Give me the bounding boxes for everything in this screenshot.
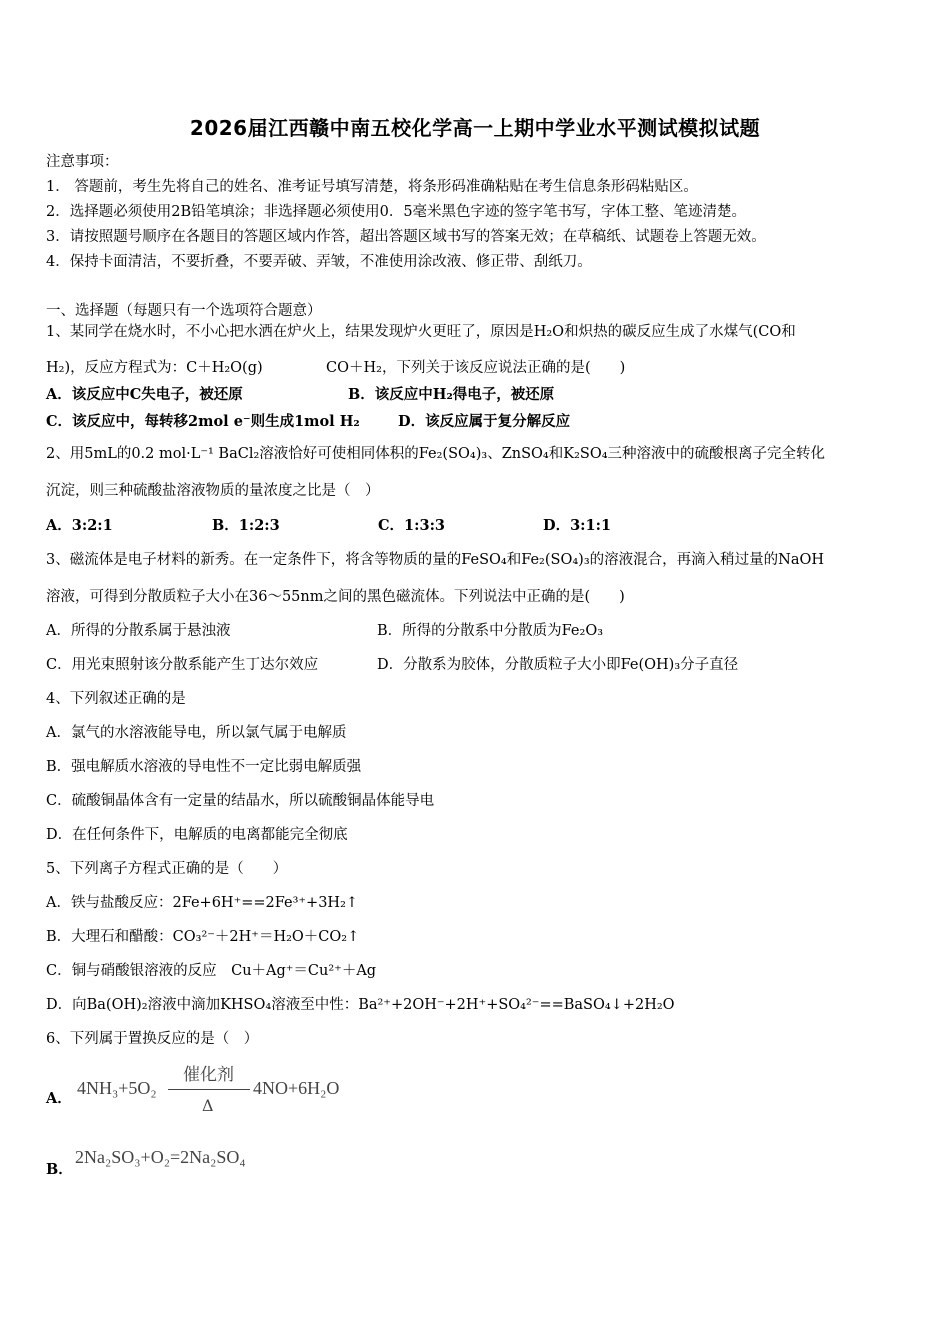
q1-option-b: B．该反应中H₂得电子，被还原 — [348, 386, 555, 403]
notice-item-1: 1． 答题前，考生先将自己的姓名、准考证号填写清楚，将条形码准确粘贴在考生信息条形码粘贴区。 — [46, 179, 698, 195]
q4-option-b: B．强电解质水溶液的导电性不一定比弱电解质强 — [46, 759, 362, 775]
q4-option-a: A．氯气的水溶液能导电，所以氯气属于电解质 — [46, 725, 347, 741]
q2-stem-line1: 2、用5mL的0.2 mol·L⁻¹ BaCl₂溶液恰好可使相同体积的Fe₂(SO₄)₃、ZnSO₄和K₂SO₄三种溶液中的硫酸根离子完全转化 — [46, 446, 826, 462]
q6-option-a-catalyst: 催化剂 — [183, 1065, 234, 1085]
q1-option-a: A．该反应中C失电子，被还原 — [46, 386, 243, 403]
q6-option-a-label: A． — [46, 1090, 72, 1107]
q6-option-a-right: 4NO+6H₂O — [253, 1078, 340, 1098]
notice-heading: 注意事项： — [46, 154, 119, 170]
q6-option-b-equation: 2Na₂SO₃+O₂=2Na₂SO₄ — [75, 1147, 246, 1167]
notice-item-3: 3．请按照题号顺序在各题目的答题区域内作答，超出答题区域书写的答案无效；在草稿纸、试题卷上答题无效。 — [46, 229, 766, 245]
q3-stem-line1: 3、磁流体是电子材料的新秀。在一定条件下，将含等物质的量的FeSO₄和Fe₂(SO₄)₃的溶液混合，再滴入稍过量的NaOH — [46, 552, 824, 568]
q5-stem: 5、下列离子方程式正确的是（ ） — [46, 861, 288, 877]
q6-option-a-arrow-line — [168, 1089, 250, 1090]
section-heading: 一、选择题（每题只有一个选项符合题意） — [46, 303, 322, 319]
q5-option-c: C．铜与硝酸银溶液的反应 Cu＋Ag⁺＝Cu²⁺＋Ag — [46, 963, 377, 979]
q2-option-d: D．3:1:1 — [543, 517, 612, 534]
q5-option-b: B．大理石和醋酸：CO₃²⁻＋2H⁺＝H₂O＋CO₂↑ — [46, 929, 360, 945]
q6-option-a-heat: Δ — [202, 1096, 214, 1115]
q6-option-b-label: B． — [46, 1161, 73, 1178]
q4-option-c: C．硫酸铜晶体含有一定量的结晶水，所以硫酸铜晶体能导电 — [46, 793, 435, 809]
q4-option-d: D．在任何条件下，电解质的电离都能完全彻底 — [46, 827, 348, 843]
q3-option-d: D．分散系为胶体，分散质粒子大小即Fe(OH)₃分子直径 — [377, 657, 739, 673]
q1-option-c: C．该反应中，每转移2mol e⁻则生成1mol H₂ — [46, 413, 360, 430]
q1-option-d: D．该反应属于复分解反应 — [398, 413, 571, 430]
q6-option-a-left: 4NH₃+5O₂ — [77, 1078, 157, 1098]
notice-item-2: 2．选择题必须使用2B铅笔填涂；非选择题必须使用0．5毫米黑色字迹的签字笔书写，字体工整、笔迹清楚。 — [46, 204, 747, 220]
q3-stem-line2: 溶液，可得到分散质粒子大小在36～55nm之间的黑色磁流体。下列说法中正确的是( ) — [46, 589, 625, 605]
notice-item-4: 4．保持卡面清洁，不要折叠，不要弄破、弄皱，不准使用涂改液、修正带、刮纸刀。 — [46, 254, 592, 270]
q1-stem-line1: 1、某同学在烧水时，不小心把水洒在炉火上，结果发现炉火更旺了，原因是H₂O和炽热的碳反应生成了水煤气(CO和 — [46, 324, 796, 340]
page-title: 2026届江西赣中南五校化学高一上期中学业水平测试模拟试题 — [189, 116, 761, 140]
q4-stem: 4、下列叙述正确的是 — [46, 691, 186, 707]
q1-stem-line2b: CO＋H₂，下列关于该反应说法正确的是( ) — [326, 360, 626, 376]
q5-option-d: D．向Ba(OH)₂溶液中滴加KHSO₄溶液至中性：Ba²⁺+2OH⁻+2H⁺+SO₄²⁻==BaSO₄↓+2H₂O — [46, 997, 675, 1013]
q6-stem: 6、下列属于置换反应的是（ ） — [46, 1031, 259, 1047]
q1-stem-line2a: H₂)，反应方程式为：C＋H₂O(g) — [46, 360, 263, 376]
q5-option-a: A．铁与盐酸反应：2Fe+6H⁺==2Fe³⁺+3H₂↑ — [46, 895, 359, 911]
q3-option-b: B．所得的分散系中分散质为Fe₂O₃ — [377, 623, 604, 639]
q2-option-a: A．3:2:1 — [46, 517, 113, 534]
q3-option-c: C．用光束照射该分散系能产生丁达尔效应 — [46, 657, 319, 673]
q2-stem-line2: 沉淀，则三种硫酸盐溶液物质的量浓度之比是（ ） — [46, 483, 380, 499]
q3-option-a: A．所得的分散系属于悬浊液 — [46, 623, 231, 639]
q2-option-c: C．1:3:3 — [378, 517, 446, 534]
q2-option-b: B．1:2:3 — [212, 517, 280, 534]
